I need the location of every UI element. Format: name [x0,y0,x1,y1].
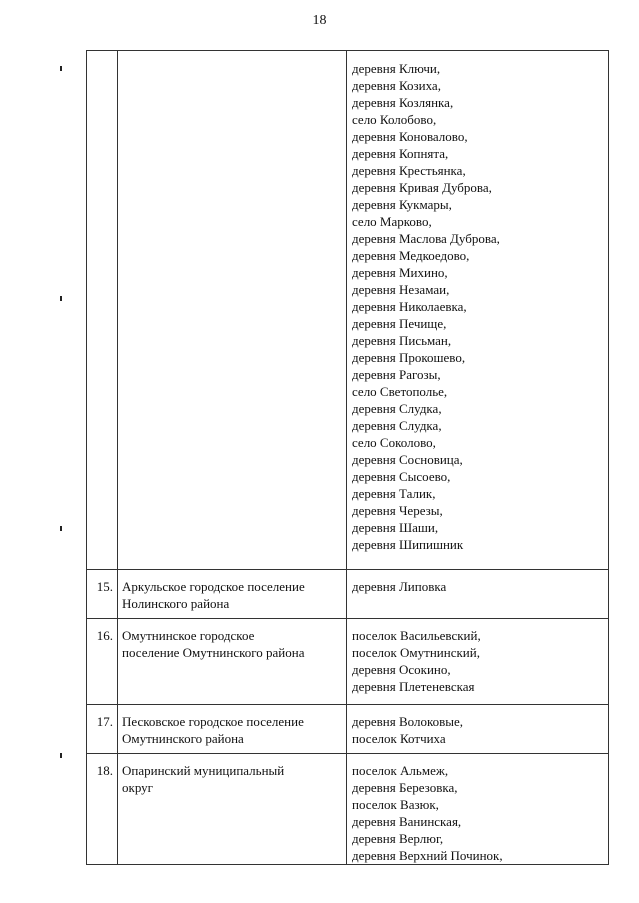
settlement-line: деревня Черезы, [352,503,443,518]
table-row-continued [87,51,609,570]
margin-mark [60,296,62,301]
settlement-line: деревня Прокошево, [352,350,466,365]
settlement-line: деревня Письман, [352,333,452,348]
settlement-line: деревня Березовка, [352,780,458,795]
settlement-line: деревня Маслова Дуброва, [352,231,500,246]
settlements-cell [347,754,609,865]
margin-mark [60,66,62,71]
settlement-line: деревня Слудка, [352,418,442,433]
settlement-line: деревня Волоковые, [352,714,464,729]
settlement-line: деревня Ванинская, [352,814,462,829]
settlement-line: деревня Сосновица, [352,452,463,467]
settlement-line: деревня Печище, [352,316,447,331]
row-number-cell [87,51,118,570]
settlement-line: деревня Коновалово, [352,129,468,144]
settlement-line: деревня Медкоедово, [352,248,470,263]
settlement-line: деревня Михино, [352,265,448,280]
settlement-line: деревня Кривая Дуброва, [352,180,492,195]
table-row [87,754,609,865]
settlement-line: деревня Незамаи, [352,282,450,297]
settlement-line: село Светополье, [352,384,448,399]
municipality-name-line: Опаринский муниципальный [122,763,285,778]
settlement-line: деревня Верхний Починок, [352,848,503,863]
settlement-line: деревня Верлюг, [352,831,444,846]
settlement-line: деревня Крестьянка, [352,163,466,178]
municipality-name-cell [118,754,347,865]
settlement-line: деревня Шипишник [352,537,464,552]
municipality-name-cell [118,705,347,754]
municipality-name-line: Нолинского района [122,596,230,611]
row-number-cell: 17. [87,705,118,754]
row-number-cell: 15. [87,570,118,619]
municipality-name-line: Омутнинское городское [122,628,255,643]
settlement-line: поселок Котчиха [352,731,446,746]
settlement-line: деревня Липовка [352,579,447,594]
settlement-line: село Марково, [352,214,432,229]
page-number: 18 [312,13,327,28]
settlement-line: деревня Плетеневская [352,679,475,694]
municipality-name-cell [118,570,347,619]
settlement-line: деревня Рагозы, [352,367,441,382]
settlement-line: село Соколово, [352,435,436,450]
table-row [87,570,609,619]
settlement-line: деревня Козлянка, [352,95,454,110]
municipality-name-cell [118,51,347,570]
settlement-line: деревня Осокино, [352,662,451,677]
settlement-line: деревня Слудка, [352,401,442,416]
settlement-line: деревня Ключи, [352,61,441,76]
settlement-line: деревня Сысоево, [352,469,451,484]
municipality-name-line: Аркульское городское поселение [122,579,305,594]
settlement-line: деревня Копнята, [352,146,449,161]
settlement-line: деревня Козиха, [352,78,441,93]
row-number-cell: 16. [87,619,118,705]
settlement-line: поселок Омутнинский, [352,645,480,660]
municipality-name-line: Песковское городское поселение [122,714,304,729]
table-row [87,705,609,754]
municipality-name-cell [118,619,347,705]
settlement-line: поселок Альмеж, [352,763,449,778]
municipality-name-line: Омутнинского района [122,731,244,746]
settlement-line: поселок Васильевский, [352,628,481,643]
municipality-name-line: округ [122,780,153,795]
row-number-cell: 18. [87,754,118,865]
margin-mark [60,753,62,758]
municipality-name-line: поселение Омутнинского района [122,645,305,660]
settlement-line: деревня Шаши, [352,520,439,535]
settlements-table [86,50,609,865]
settlement-line: поселок Вазюк, [352,797,439,812]
margin-mark [60,526,62,531]
settlement-line: деревня Николаевка, [352,299,467,314]
settlements-cell [347,570,609,619]
settlements-cell [347,705,609,754]
settlements-cell [347,619,609,705]
settlement-line: село Колобово, [352,112,437,127]
settlement-line: деревня Талик, [352,486,436,501]
settlements-cell [347,51,609,570]
settlement-line: деревня Кукмары, [352,197,452,212]
table-row [87,619,609,705]
